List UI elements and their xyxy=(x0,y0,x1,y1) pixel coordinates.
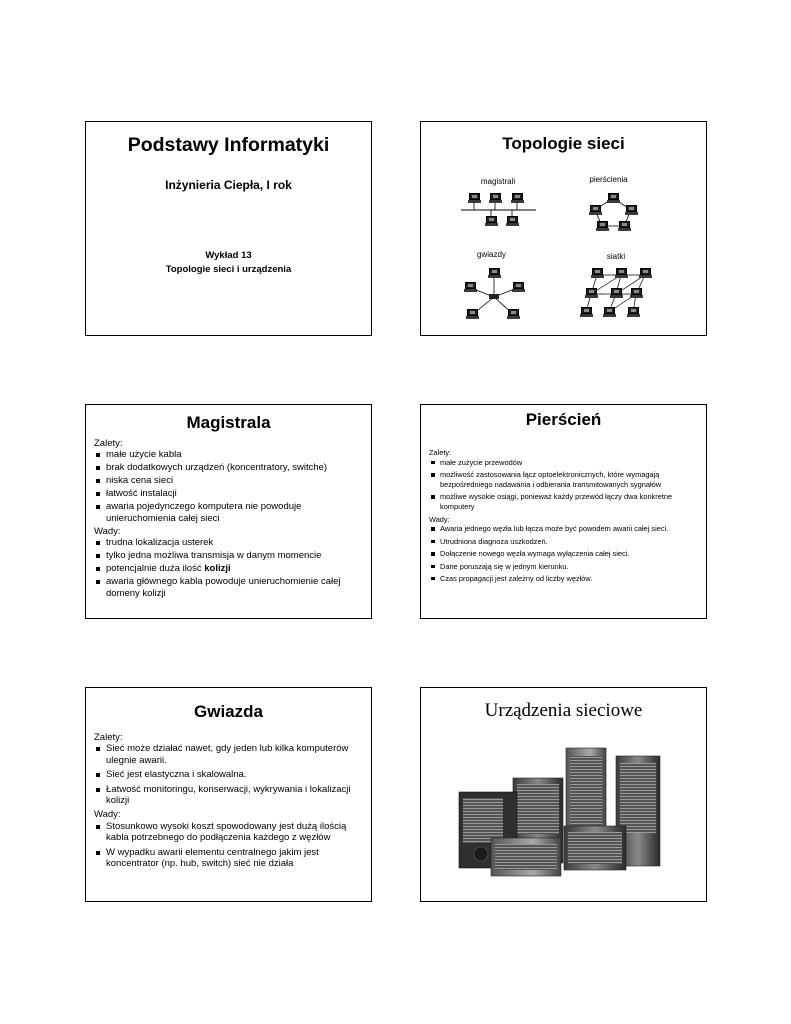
pros-header: Zalety: xyxy=(429,448,452,457)
pros-list xyxy=(94,743,363,806)
list-item: brak dodatkowych urządzeń (koncentratory, switche) xyxy=(94,462,363,473)
list-item: Czas propagacji jest zależny od liczby węzłów. xyxy=(429,574,698,584)
slide-star xyxy=(85,687,372,902)
list-item: trudna lokalizacja usterek xyxy=(94,537,363,548)
emphasis-text: kolizji xyxy=(204,563,231,575)
mesh-computer-icon xyxy=(616,268,627,278)
list-item: Awaria jednego węzła lub łącza może być powodem awarii całej sieci. xyxy=(429,524,698,534)
list-item: małe zużycie przewodów xyxy=(429,458,698,468)
mesh-computer-icon xyxy=(640,268,651,278)
slide-title xyxy=(85,121,372,336)
cons-header: Wady: xyxy=(94,809,121,821)
mesh-computer-icon xyxy=(631,288,642,298)
slide-star-heading: Gwiazda xyxy=(194,702,263,721)
bus-computer-icon xyxy=(507,216,518,226)
slide-bus-heading: Magistrala xyxy=(186,413,271,432)
bus-computer-icon xyxy=(486,216,497,226)
topology-connections xyxy=(421,122,707,336)
list-item: Dane poruszają się w jednym kierunku. xyxy=(429,562,698,572)
star-content xyxy=(94,732,363,872)
list-item: awaria pojedynczego komputera nie powoduje unieruchomienia całej sieci xyxy=(94,501,363,524)
mesh-computer-icon xyxy=(592,268,603,278)
star-computer-icon xyxy=(465,282,476,292)
bus-computer-icon xyxy=(490,193,501,203)
list-item: Dołączenie nowego węzła wymaga wyłączenia całej sieci. xyxy=(429,549,698,559)
slide-ring xyxy=(420,404,707,619)
ring-computer-icon xyxy=(619,221,630,231)
cons-list xyxy=(429,524,698,583)
bus-topology-label: magistrali xyxy=(480,177,516,186)
bus-content xyxy=(94,438,363,601)
list-item xyxy=(94,563,363,574)
ring-content xyxy=(429,448,698,586)
star-topology-label: gwiazdy xyxy=(477,250,506,259)
list-item: Sieć może działać nawet, gdy jeden lub kilka komputerów ulegnie awarii. xyxy=(94,743,363,766)
mesh-topology-label: siatki xyxy=(606,252,626,261)
list-item: W wypadku awarii elementu centralnego jakim jest koncentrator (np. hub, switch) sieć nie działa xyxy=(94,847,363,870)
star-computer-icon xyxy=(489,268,500,278)
ring-topology-label: pierścienia xyxy=(589,175,628,184)
list-item: Utrudniona diagnoza uszkodzeń. xyxy=(429,537,698,547)
pros-list xyxy=(94,449,363,524)
list-item: Sieć jest elastyczna i skalowalna. xyxy=(94,769,363,780)
pros-header: Zalety: xyxy=(94,732,123,743)
bus-computer-icon xyxy=(512,193,523,203)
ring-computer-icon xyxy=(590,205,601,215)
list-item: możliwość zastosowania łącz optoelektronicznych, które wymagają bezpośredniego nadawania i odbierania transmitowanych sygnałów xyxy=(429,470,698,490)
list-item: tylko jedna możliwa transmisja w danym momencie xyxy=(94,550,363,561)
mesh-computer-icon xyxy=(581,307,592,317)
list-item-text: potencjalnie duża ilość xyxy=(106,563,205,575)
lecture-topic: Topologie sieci i urządzenia xyxy=(165,264,292,275)
pros-list xyxy=(429,458,698,512)
cons-list xyxy=(94,537,363,599)
mesh-computer-icon xyxy=(628,307,639,317)
list-item: awaria głównego kabla powoduje unieruchomienie całej domeny kolizji xyxy=(94,576,363,599)
ring-computer-icon xyxy=(626,205,637,215)
slide-ring-heading: Pierścień xyxy=(525,410,602,429)
list-item: możliwe wysokie osiągi, ponieważ każdy przewód łączy dwa konkretne komputery xyxy=(429,492,698,512)
ring-computer-icon xyxy=(608,193,619,203)
list-item: niska cena sieci xyxy=(94,475,363,486)
cons-header: Wady: xyxy=(94,525,121,537)
slide-network-devices xyxy=(420,687,707,902)
slide-bus xyxy=(85,404,372,619)
list-item: Stosunkowo wysoki koszt spowodowany jest dużą ilością kabla potrzebnego do podłączenia każdego z węzłów xyxy=(94,821,363,844)
slide-topologies xyxy=(420,121,707,336)
list-item: łatwość instalacji xyxy=(94,488,363,499)
bus-computer-icon xyxy=(469,193,480,203)
star-computer-icon xyxy=(513,282,524,292)
cons-list xyxy=(94,821,363,870)
list-item: małe użycie kabla xyxy=(94,449,363,460)
mesh-computer-icon xyxy=(604,307,615,317)
star-computer-icon xyxy=(508,309,519,319)
star-computer-icon xyxy=(467,309,478,319)
cons-header: Wady: xyxy=(429,514,450,524)
network-devices-illustration xyxy=(421,688,707,902)
slide-title-heading: Podstawy Informatyki xyxy=(127,134,330,156)
lecture-number: Wykład 13 xyxy=(205,250,252,261)
star-hub-icon xyxy=(489,294,499,299)
slide-topologies-heading: Topologie sieci xyxy=(502,134,625,153)
list-item: Łatwość monitoringu, konserwacji, wykrywania i lokalizacji kolizji xyxy=(94,784,363,807)
ring-computer-icon xyxy=(597,221,608,231)
mesh-computer-icon xyxy=(611,288,622,298)
mesh-computer-icon xyxy=(586,288,597,298)
slide-network-devices-heading: Urządzenia sieciowe xyxy=(484,700,643,721)
pros-header: Zalety: xyxy=(94,438,123,449)
slide-subtitle: Inżynieria Ciepła, I rok xyxy=(165,178,292,192)
